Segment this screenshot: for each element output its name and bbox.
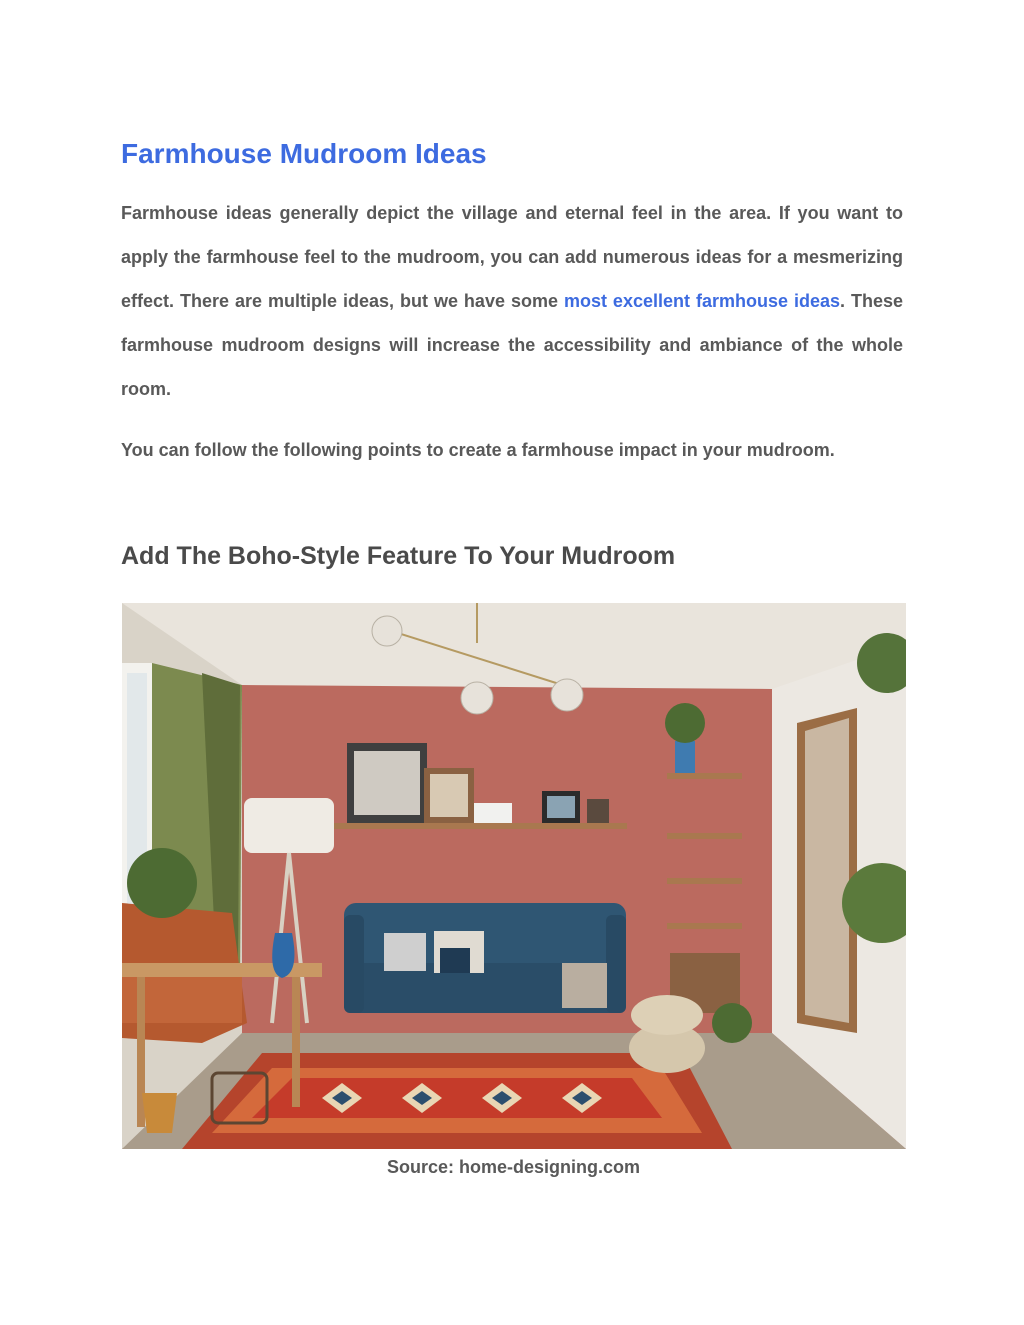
page-title: Farmhouse Mudroom Ideas: [121, 138, 487, 169]
intro-paragraph: [121, 191, 903, 411]
image-caption: Source: home-designing.com: [386, 1157, 641, 1177]
intro-text-start: Farmhouse ideas generally depict the village and eternal feel in the area. If you want to apply the farmhouse feel to the mudroom, you can add numerous ideas for a mesmerizing effect. There are multiple ideas, but we have some: [121, 203, 903, 311]
follow-paragraph: You can follow the following points to create a farmhouse impact in your mudroom.: [121, 440, 835, 460]
boho-living-room-photo: [122, 603, 906, 1149]
section-heading: Add The Boho-Style Feature To Your Mudroom: [121, 542, 676, 570]
intro-text-end: . These farmhouse mudroom designs will increase the accessibility and ambiance of the whole room.: [121, 291, 904, 399]
farmhouse-ideas-link[interactable]: most excellent farmhouse ideas: [563, 291, 840, 311]
